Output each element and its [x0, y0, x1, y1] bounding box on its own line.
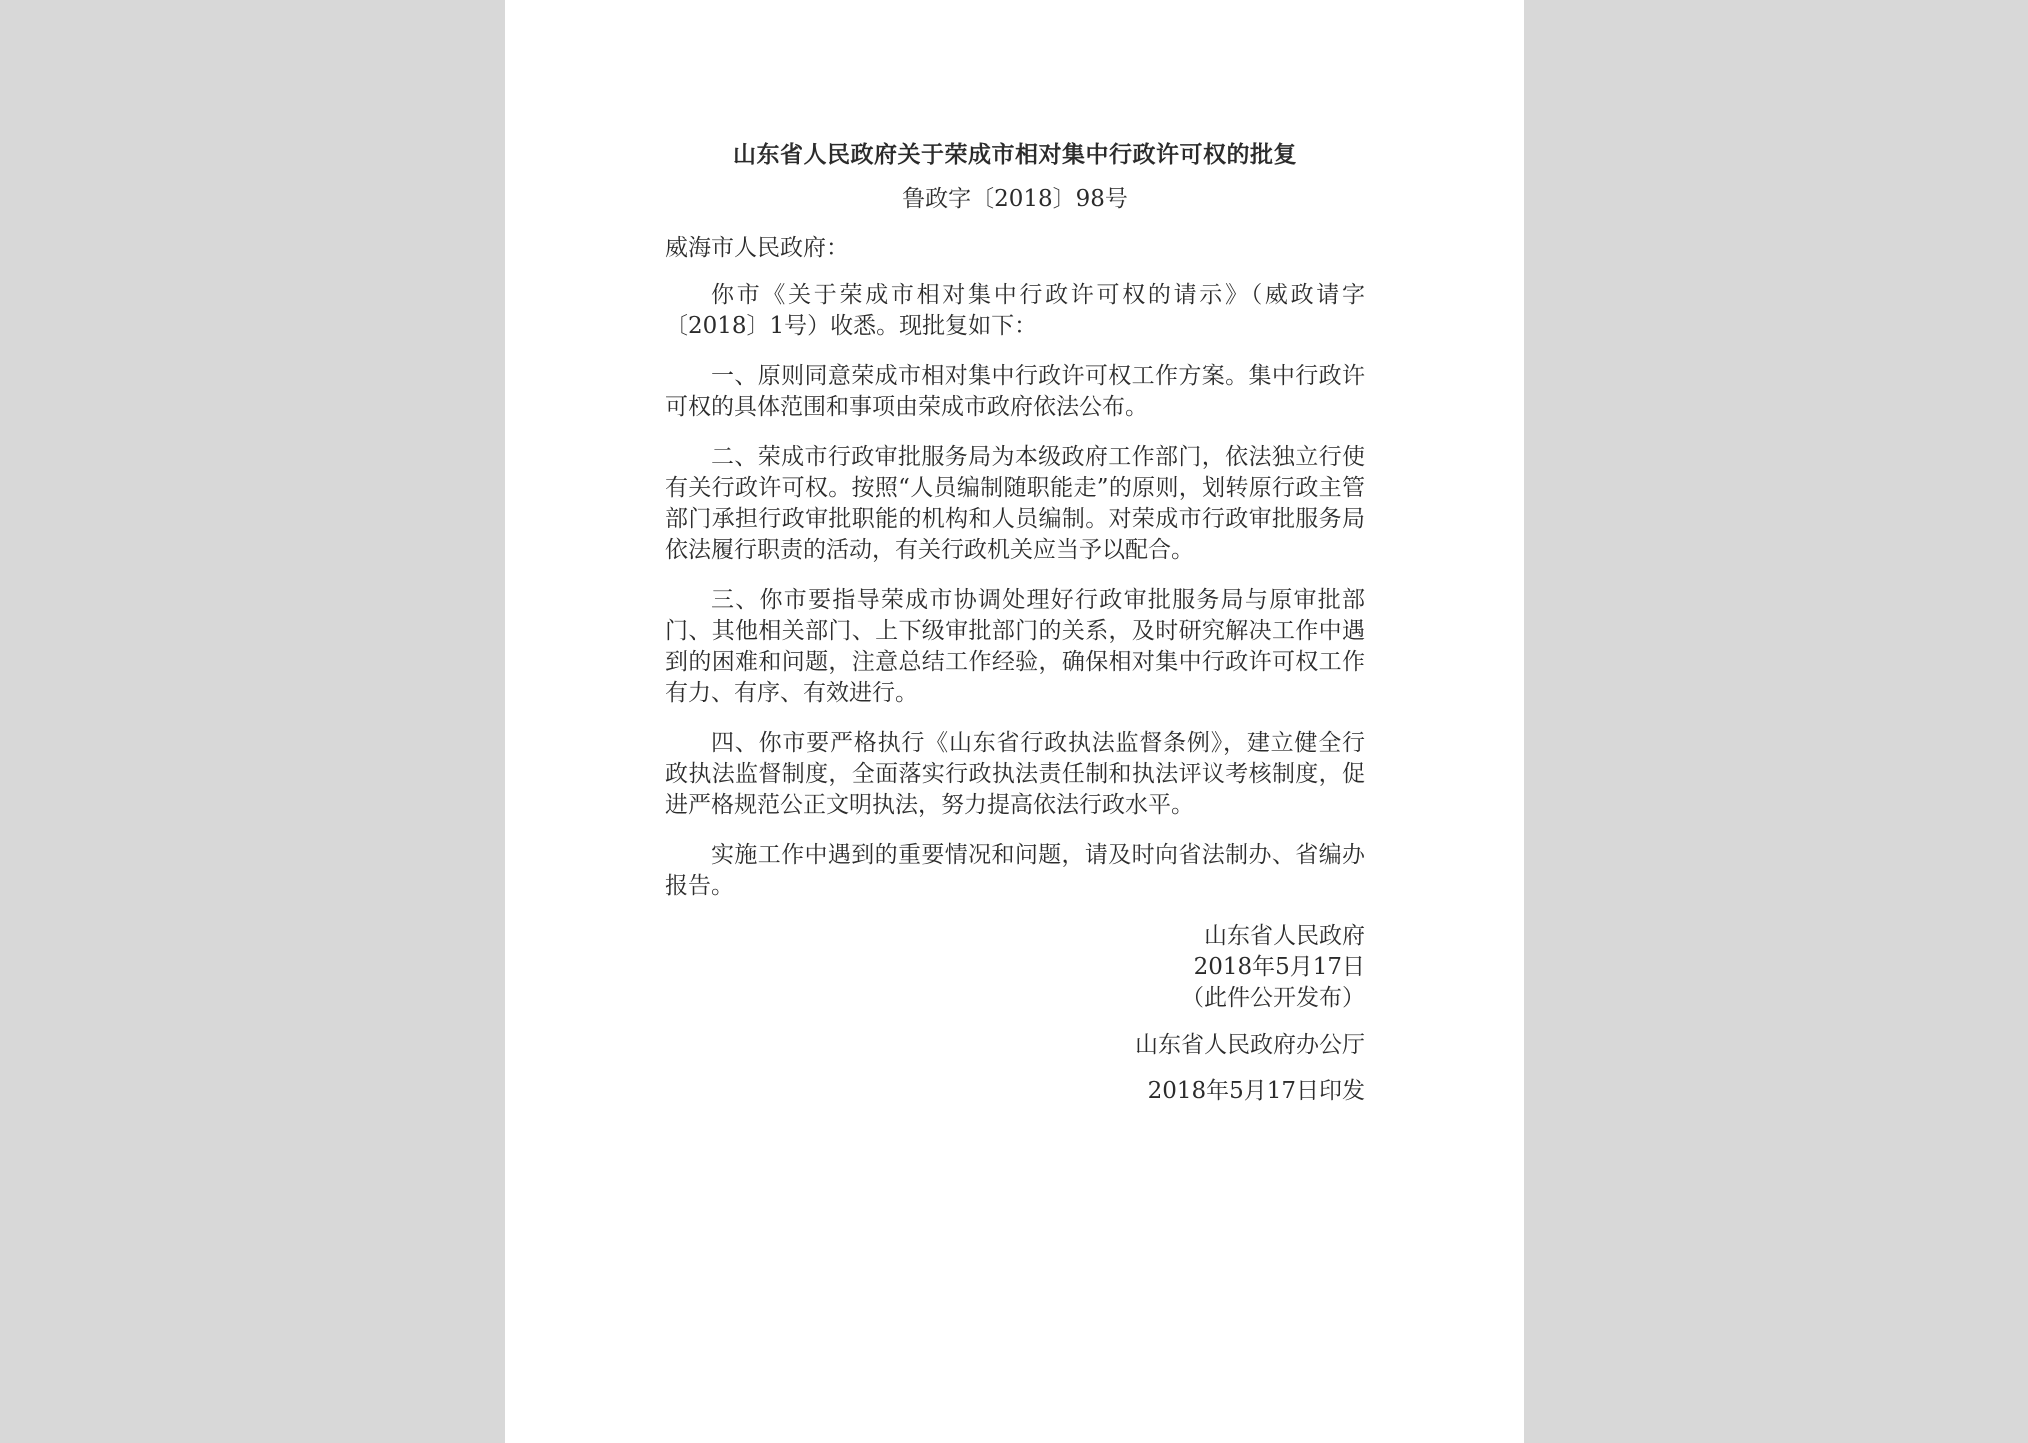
document-page [505, 0, 1524, 1443]
signature-org: 山东省人民政府 [1204, 923, 1365, 949]
document-title: 山东省人民政府关于荣成市相对集中行政许可权的批复 [733, 141, 1297, 168]
document-number: 鲁政字〔2018〕98号 [902, 186, 1128, 212]
signature-block [665, 921, 1365, 1014]
paragraph-closing: 实施工作中遇到的重要情况和问题，请及时向省法制办、省编办报告。 [665, 842, 1365, 899]
document-body [665, 140, 1365, 1107]
paragraph-item-2: 二、荣成市行政审批服务局为本级政府工作部门，依法独立行使有关行政许可权。按照“人员编制随职能走”的原则，划转原行政主管部门承担行政审批职能的机构和人员编制。对荣成市行政审批服务局依法履行职责的活动，有关行政机关应当予以配合。 [665, 444, 1365, 563]
paragraph-item-1: 一、原则同意荣成市相对集中行政许可权工作方案。集中行政许可权的具体范围和事项由荣成市政府依法公布。 [665, 363, 1365, 420]
publication-note: （此件公开发布） [1181, 985, 1365, 1011]
addressee: 威海市人民政府： [665, 235, 849, 261]
issuing-office: 山东省人民政府办公厅 [1135, 1032, 1365, 1058]
signature-date: 2018年5月17日 [1193, 954, 1365, 980]
paragraph-item-3: 三、你市要指导荣成市协调处理好行政审批服务局与原审批部门、其他相关部门、上下级审批部门的关系，及时研究解决工作中遇到的困难和问题，注意总结工作经验，确保相对集中行政许可权工作有力、有序、有效进行。 [665, 587, 1365, 706]
paragraph-intro: 你市《关于荣成市相对集中行政许可权的请示》（威政请字〔2018〕1号）收悉。现批复如下： [665, 282, 1365, 339]
print-date: 2018年5月17日印发 [1147, 1078, 1365, 1104]
paragraph-item-4: 四、你市要严格执行《山东省行政执法监督条例》，建立健全行政执法监督制度，全面落实行政执法责任制和执法评议考核制度，促进严格规范公正文明执法，努力提高依法行政水平。 [665, 730, 1365, 818]
